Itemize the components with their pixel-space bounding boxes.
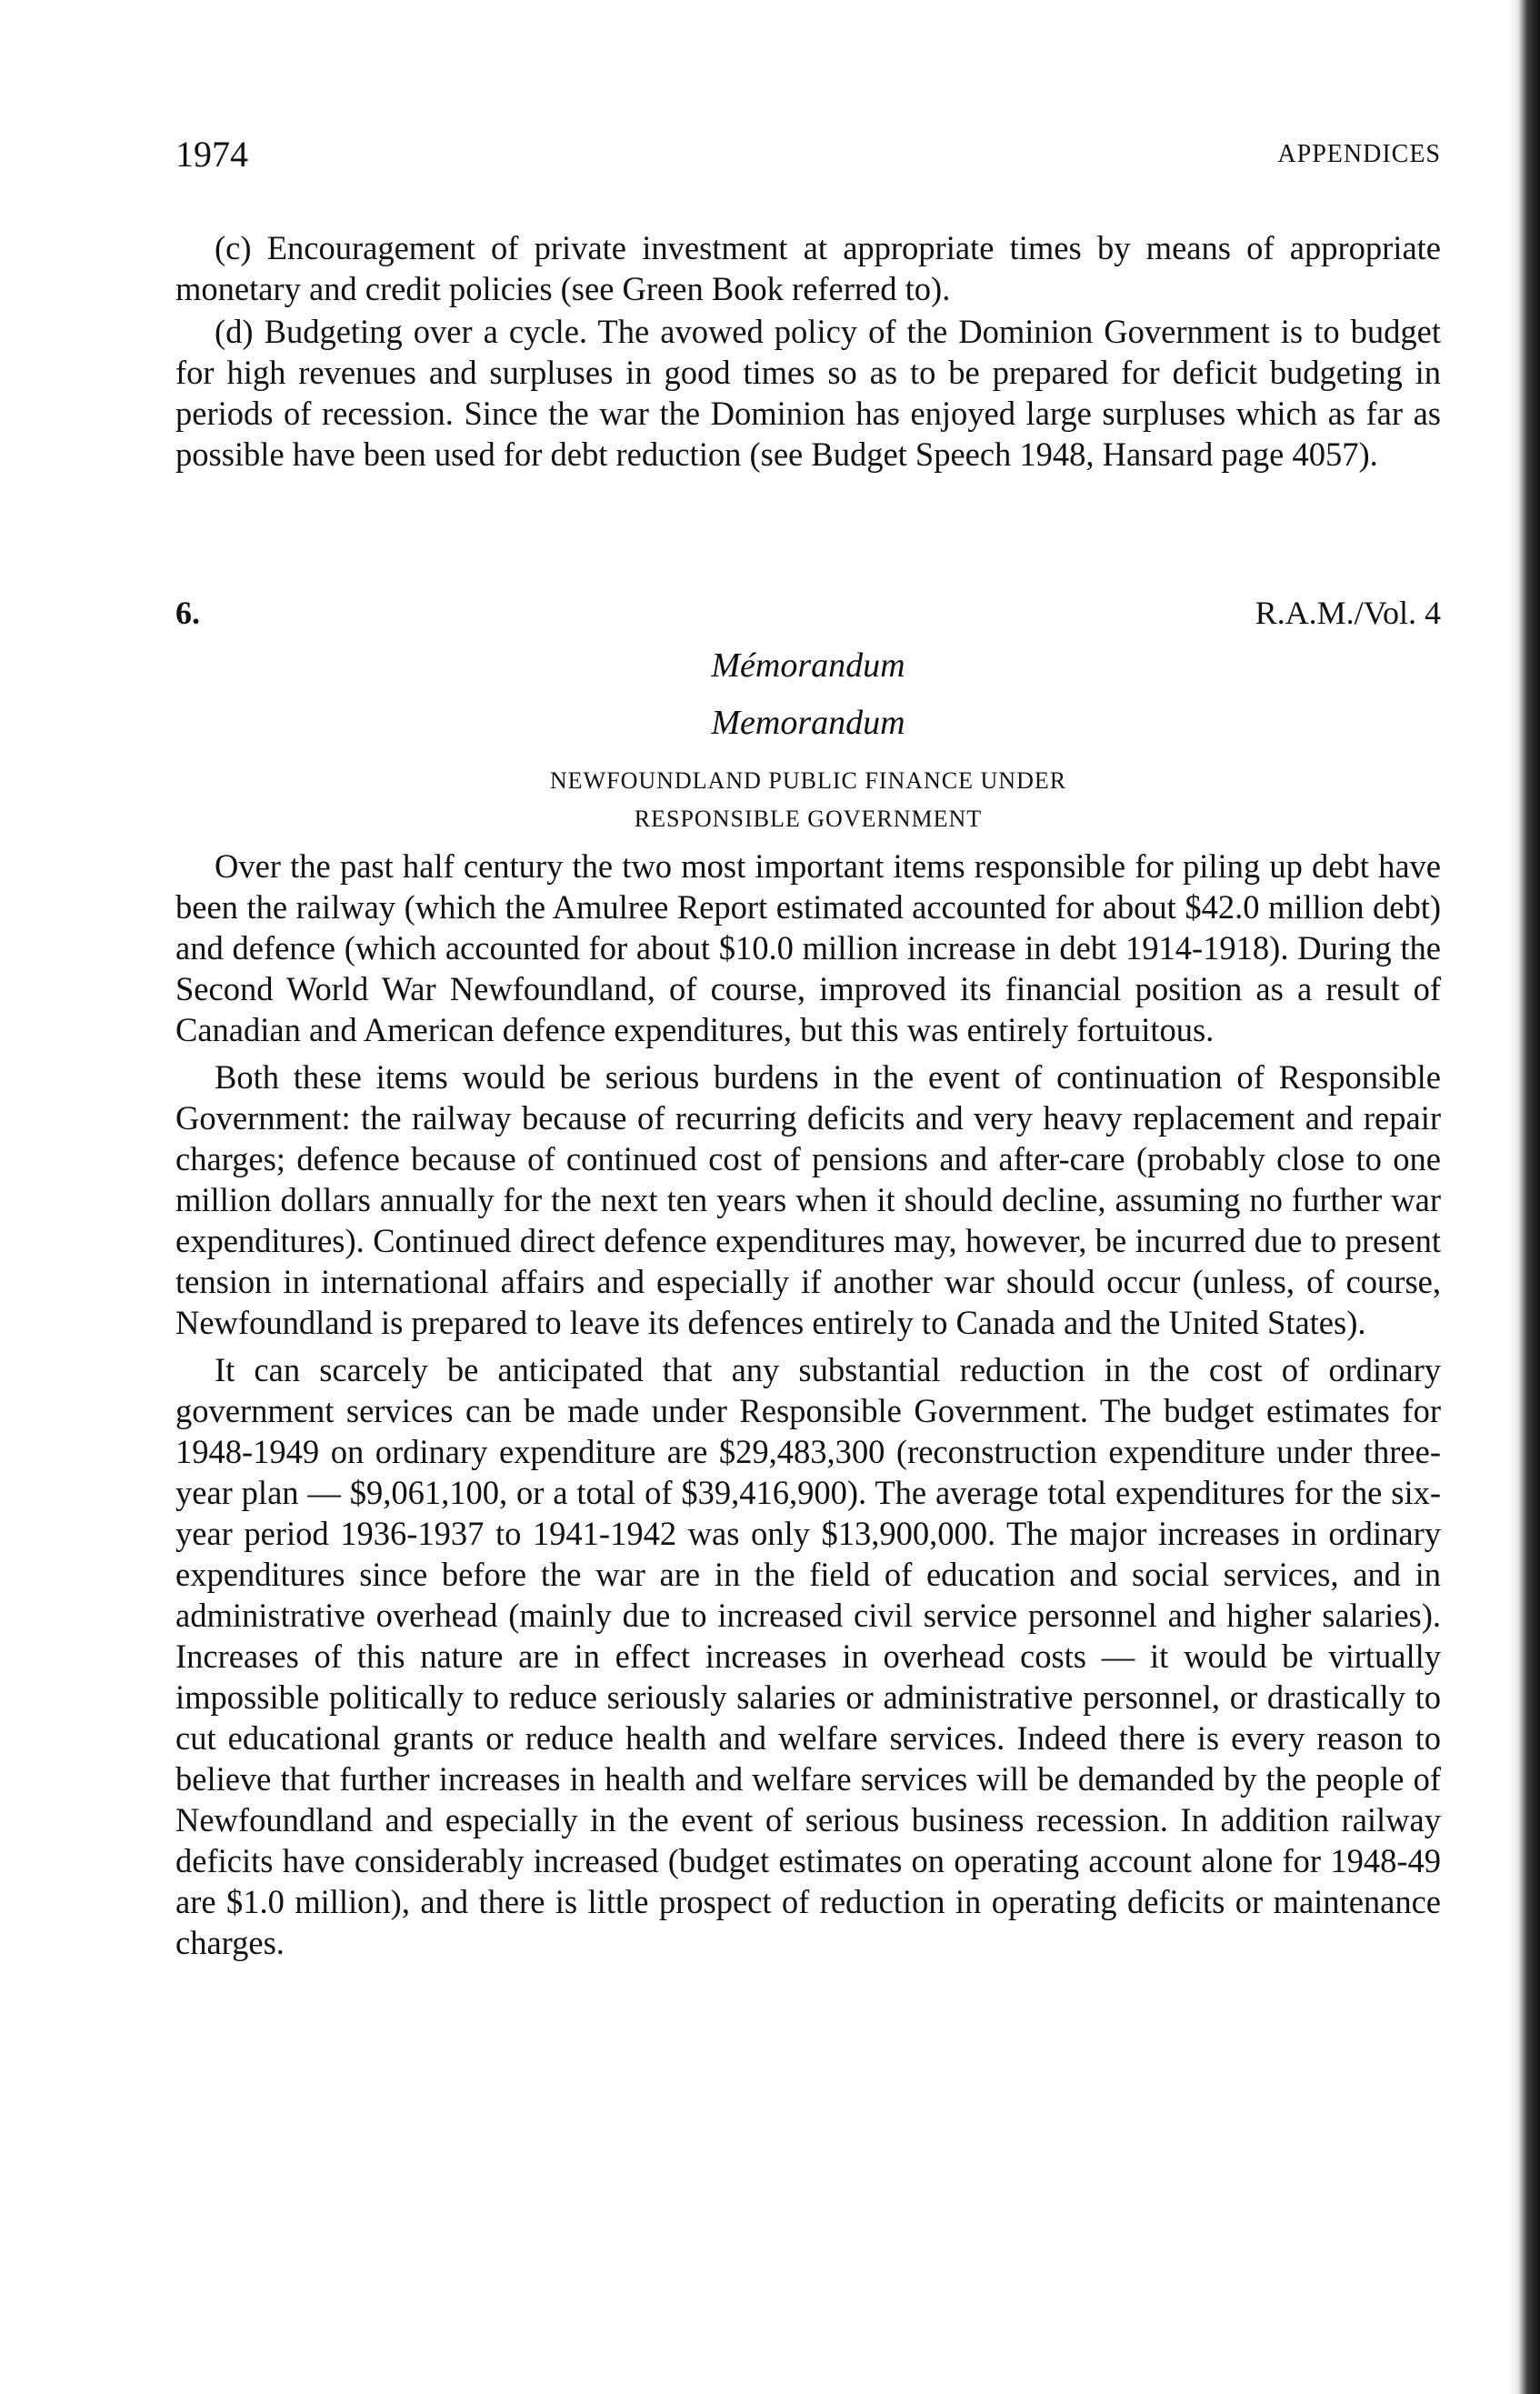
memo-heading-line-2: RESPONSIBLE GOVERNMENT: [634, 806, 983, 832]
body-paragraph-2: Both these items would be serious burdens in the event of continuation of Responsible Government: the railway because of recurring deficits and very heavy replacement and repair charges; defence because of continued cost of pensions and after-care (probably close to one million dollars annually for the next ten years when it should decline, assuming no further war expenditures). Continued direct defence expenditures may, however, be incurred due to present tension in international affairs and especially if another war should occur (unless, of course, Newfoundland is prepared to leave its defences entirely to Canada and the United States).: [175, 1058, 1441, 1341]
document-reference: R.A.M./Vol. 4: [1255, 595, 1441, 631]
scan-binding-edge: [1509, 0, 1540, 2394]
memo-title-french: Mémorandum: [711, 646, 905, 685]
memo-heading: [175, 762, 1441, 838]
running-header: [175, 133, 1441, 178]
page-number: 1974: [175, 134, 248, 175]
paragraph-c: (c) Encouragement of private investment at appropriate times by means of appropriate monetary and credit policies (see Green Book referred to).: [175, 229, 1441, 307]
previous-document-continuation: [175, 227, 1441, 475]
memo-body: [175, 846, 1441, 1963]
body-paragraph-1: Over the past half century the two most important items responsible for piling up debt have been the railway (which the Amulree Report estimated accounted for about $42.0 million debt) and defence (which accounted for about $10.0 million increase in debt 1914-1918). During the Second World War Newfoundland, of course, improved its financial position as a result of Canadian and American defence expenditures, but this was entirely fortuitous.: [175, 847, 1441, 1048]
document-number: 6.: [175, 595, 200, 631]
memo-title-english: Memorandum: [711, 704, 905, 742]
body-paragraph-3: It can scarcely be anticipated that any substantial reduction in the cost of ordinary government services can be made under Responsible Government. The budget estimates for 1948-1949 on ordinary expenditure are $29,483,300 (reconstruction expenditure under three-year plan — $9,061,100, or a total of $39,416,900). The average total expenditures for the six-year period 1936-1937 to 1941-1942 was only $13,900,000. The major increases in ordinary expenditures since before the war are in the field of education and social services, and in administrative overhead (mainly due to increased civil service personnel and higher salaries). Increases of this nature are in effect increases in overhead costs — it would be virtually impossible politically to reduce seriously salaries or administrative personnel, or drastically to cut educational grants or reduce health and welfare services. Indeed there is every reason to believe that further increases in health and welfare services will be demanded by the people of Newfoundland and especially in the event of serious business recession. In addition railway deficits have considerably increased (budget estimates on operating account alone for 1948-49 are $1.0 million), and there is little prospect of reduction in operating deficits or maintenance charges.: [175, 1351, 1441, 1961]
memo-heading-line-1: NEWFOUNDLAND PUBLIC FINANCE UNDER: [549, 767, 1067, 794]
running-title: APPENDICES: [1277, 140, 1441, 168]
document-heading-row: [175, 594, 1441, 639]
paragraph-d: (d) Budgeting over a cycle. The avowed policy of the Dominion Government is to budget for high revenues and surpluses in good times so as to be prepared for deficit budgeting in periods of recession. Since the war the Dominion has enjoyed large surpluses which as far as possible have been used for debt reduction (see Budget Speech 1948, Hansard page 4057).: [175, 313, 1441, 473]
